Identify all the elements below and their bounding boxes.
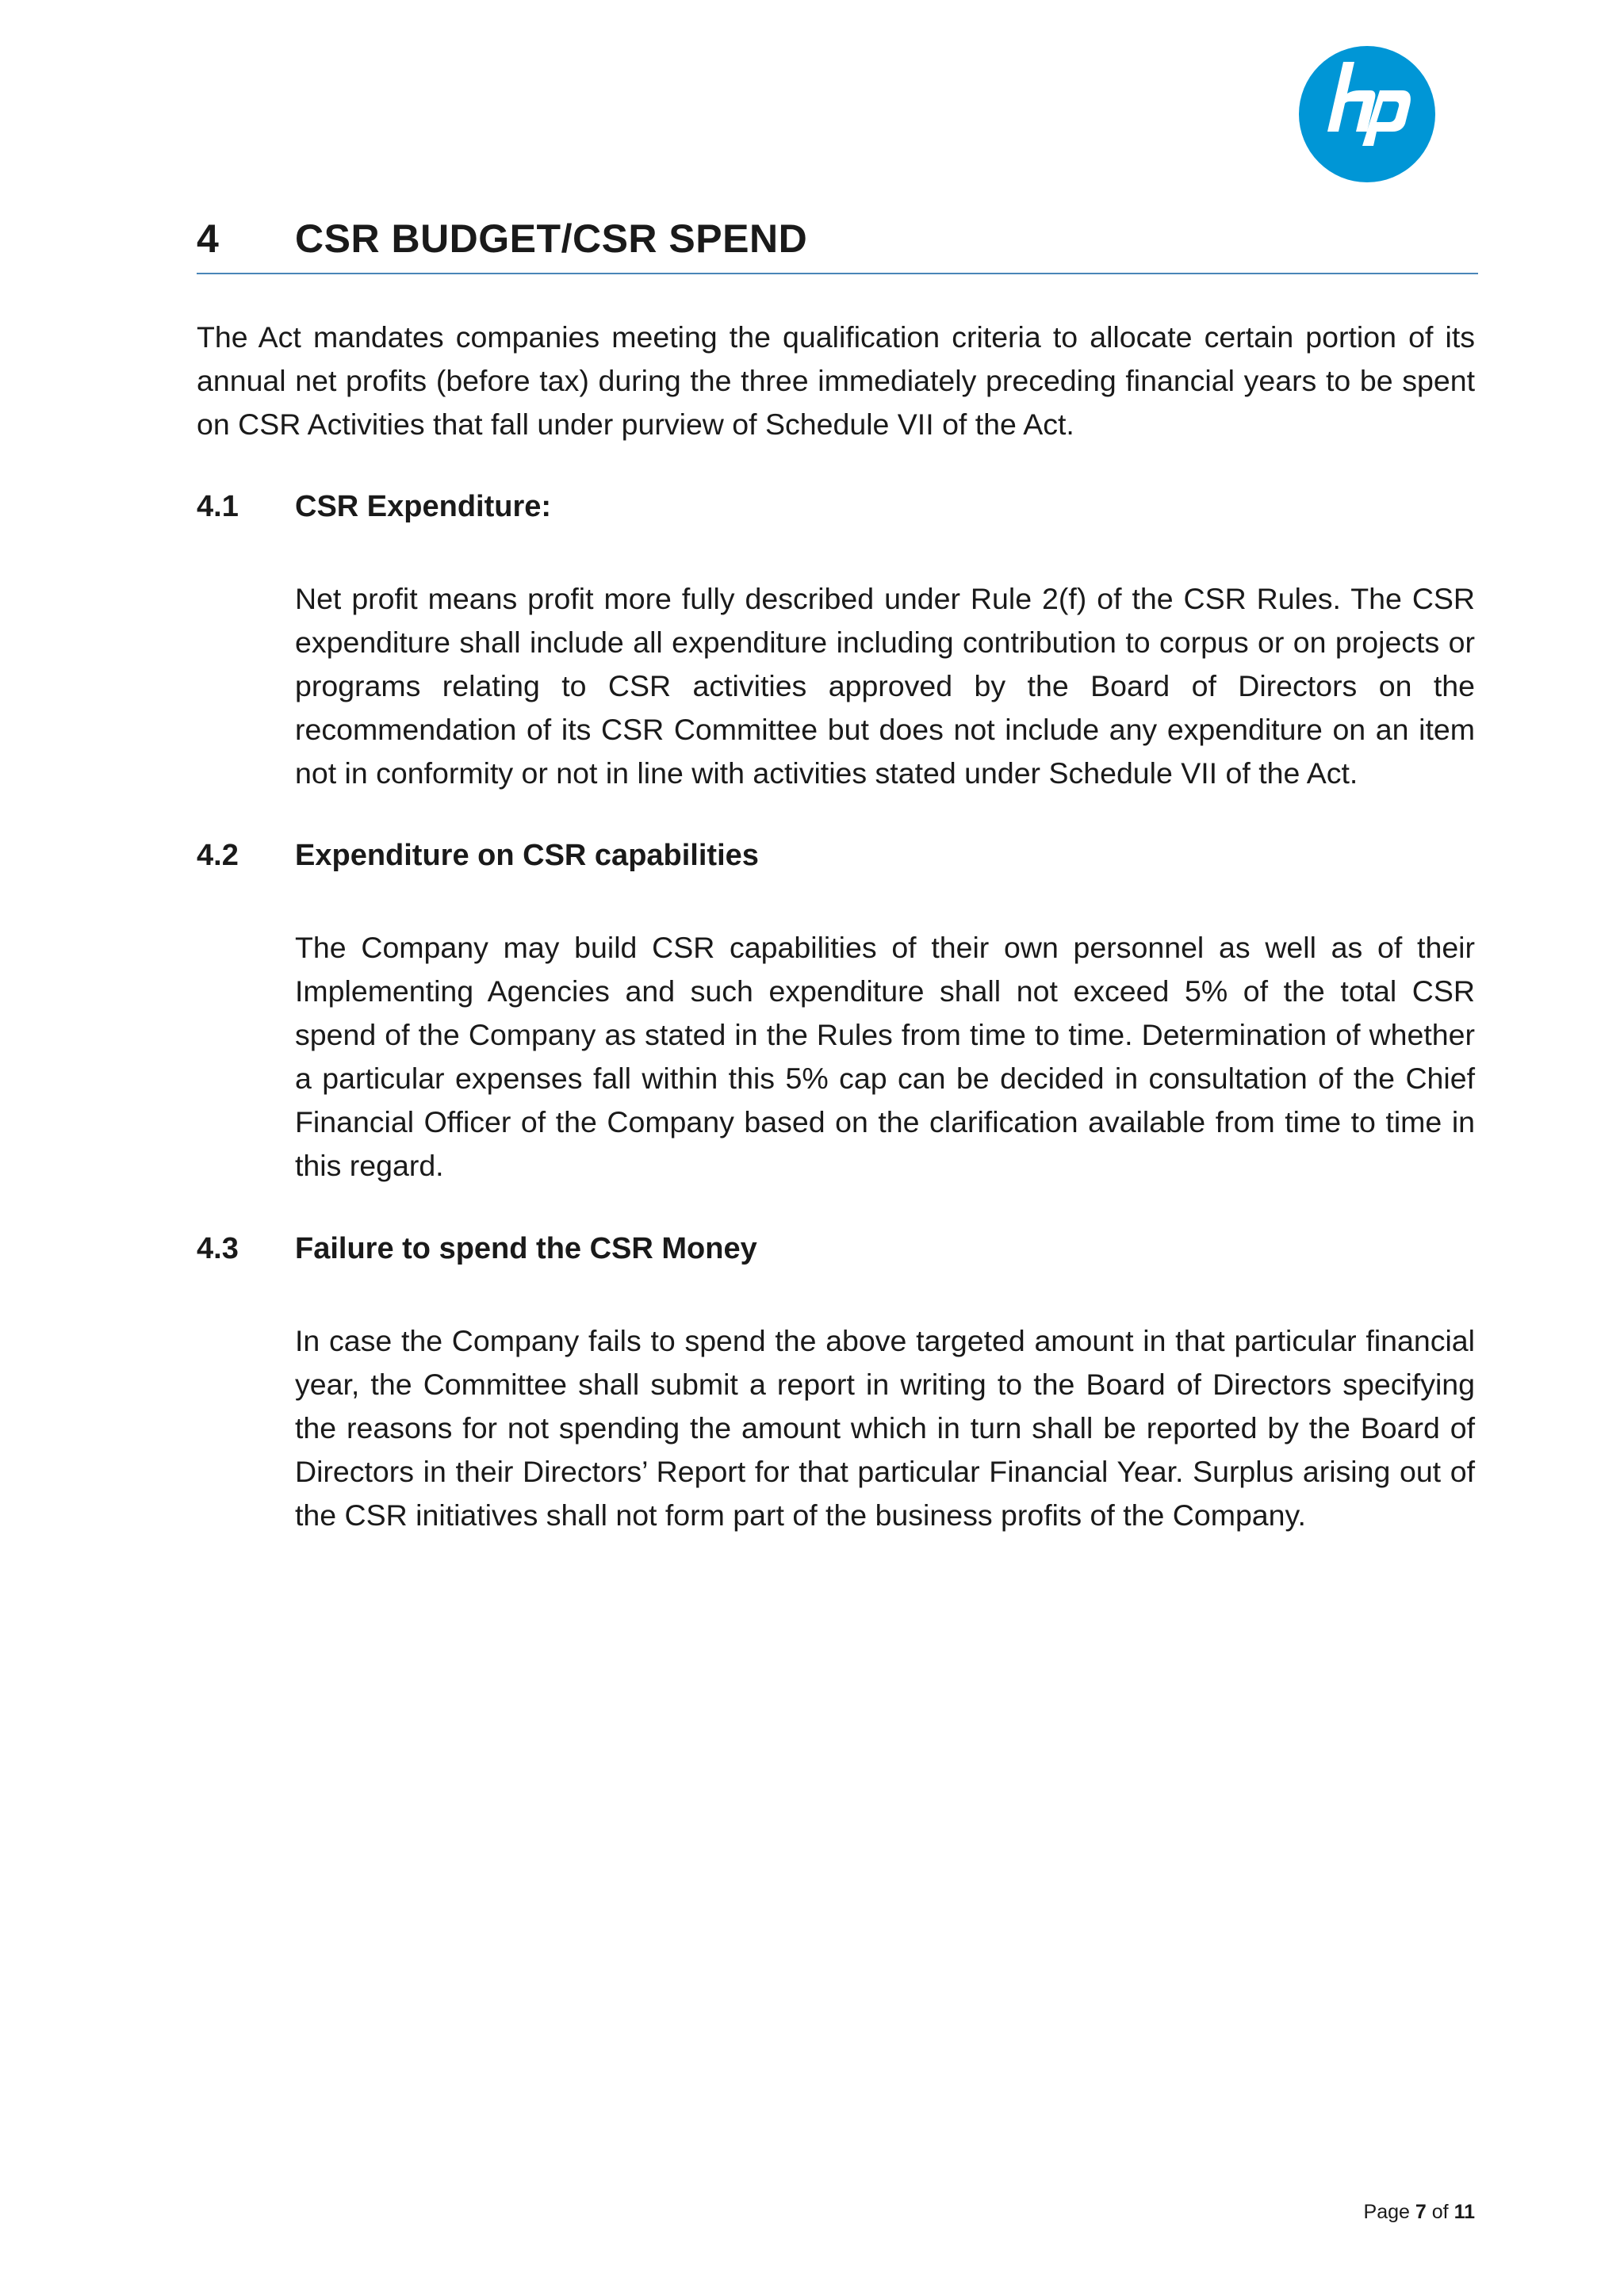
subsection-body-4-1: Net profit means profit more fully described under Rule 2(f) of the CSR Rules. The CSR expenditure shall include all expenditure including contribution to corpus or on projects or programs relating to CSR activities approved by the Board of Directors on the recommendation of its CSR Committee but does not include any expenditure on an item not in conformity or not in line with activities stated under Schedule VII of the Act. <box>295 582 1475 790</box>
subsection-heading-4-1 <box>197 490 1475 530</box>
page-number-footer <box>1364 2201 1475 2224</box>
of-label: of <box>1431 2201 1449 2223</box>
section-heading <box>197 205 1478 274</box>
subsection-title: Expenditure on CSR capabilities <box>295 839 759 872</box>
subsection-title: Failure to spend the CSR Money <box>295 1232 757 1265</box>
page-total: 11 <box>1454 2201 1475 2223</box>
subsection-body-4-2: The Company may build CSR capabilities of their own personnel as well as of their Implementing Agencies and such expenditure shall not exceed 5% of the total CSR spend of the Company as stated in the Rules from time to time. Determination of whether a particular expenses fall within this 5% cap can be decided in consultation of the Chief Financial Officer of the Company based on the clarification available from time to time in this regard. <box>295 931 1475 1182</box>
section-number: 4 <box>197 216 219 261</box>
section-title: CSR BUDGET/CSR SPEND <box>295 216 808 261</box>
subsection-number: 4.2 <box>197 839 239 872</box>
hp-logo-icon <box>1297 44 1437 184</box>
subsection-body-4-3: In case the Company fails to spend the above targeted amount in that particular financial year, the Committee shall submit a report in writing to the Board of Directors specifying the reasons for not spending the amount which in turn shall be reported by the Board of Directors in their Directors’ Report for that particular Financial Year. Surplus arising out of the CSR initiatives shall not form part of the business profits of the Company. <box>295 1324 1475 1532</box>
subsection-title: CSR Expenditure: <box>295 490 552 523</box>
subsection-number: 4.3 <box>197 1232 239 1265</box>
section-intro-paragraph: The Act mandates companies meeting the qualification criteria to allocate certain portion of its annual net profits (before tax) during the three immediately preceding financial years to be spent on CSR Activities that fall under purview of Schedule VII of the Act. <box>197 320 1475 441</box>
subsection-heading-4-3 <box>197 1232 1475 1272</box>
page-current: 7 <box>1415 2201 1427 2223</box>
page-label: Page <box>1363 2201 1410 2223</box>
subsection-heading-4-2 <box>197 839 1475 878</box>
subsection-number: 4.1 <box>197 490 239 523</box>
